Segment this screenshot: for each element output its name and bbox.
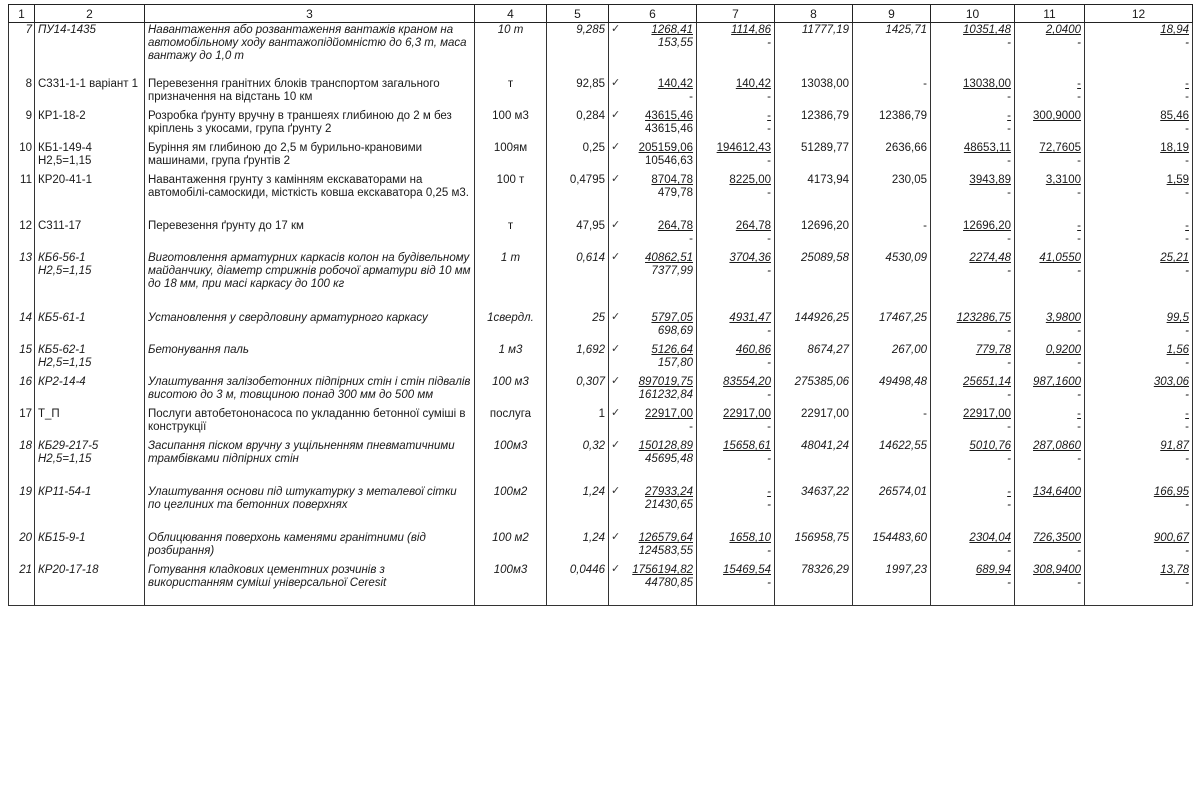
row-number: 18 <box>19 440 32 452</box>
machine-wages: - <box>767 545 771 557</box>
labor-per-unit-machine: - <box>1077 577 1081 589</box>
labor-total: 18,94 <box>1160 24 1189 36</box>
unit-cost-wages: 45695,48 <box>645 453 693 465</box>
col-header: 3 <box>145 5 475 23</box>
unit-cost-total: 43615,46 <box>645 110 693 122</box>
total-machine-cost: 2274,48 <box>969 252 1011 264</box>
machine-wages: - <box>767 357 771 369</box>
machine-wages: - <box>767 187 771 199</box>
unit: 100 м3 <box>492 110 529 122</box>
labor-per-unit: 287,0860 <box>1033 440 1081 452</box>
machine-cost: 194612,43 <box>716 142 771 154</box>
unit-cost-wages: 153,55 <box>657 37 693 49</box>
col-header: 8 <box>775 5 853 23</box>
labor-per-unit-machine: - <box>1077 233 1081 245</box>
table-row <box>9 563 1193 606</box>
work-description: Улаштування основи під штукатурку з металевої сітки по цеглиних та бетонних поверхнях <box>148 486 457 511</box>
total-machine-wages: - <box>1007 499 1011 511</box>
quantity: 0,614 <box>576 252 605 264</box>
total-machine-cost: - <box>1007 486 1011 498</box>
labor-per-unit: 41,0550 <box>1039 252 1081 264</box>
unit-cost-wages: 157,80 <box>657 357 693 369</box>
resource-code: КБ1-149-4 Н2,5=1,15 <box>38 142 92 167</box>
total-wages: 230,05 <box>891 174 927 186</box>
total-cost: 48041,24 <box>801 440 849 452</box>
labor-per-unit-machine: - <box>1077 421 1081 433</box>
machine-wages: - <box>767 577 771 589</box>
unit: 1 м3 <box>498 344 523 356</box>
total-cost: 8674,27 <box>807 344 849 356</box>
total-cost: 275385,06 <box>794 376 849 388</box>
labor-total: - <box>1185 78 1189 90</box>
labor-total-machine: - <box>1185 265 1189 277</box>
labor-total: 1,56 <box>1166 344 1189 356</box>
machine-wages: - <box>767 421 771 433</box>
unit: 1 т <box>500 252 521 264</box>
machine-wages: - <box>767 453 771 465</box>
total-machine-cost: 689,94 <box>975 564 1011 576</box>
labor-total-machine: - <box>1185 357 1189 369</box>
unit-cost-wages: 44780,85 <box>645 577 693 589</box>
check-mark-icon: ✓ <box>611 311 621 323</box>
total-cost: 144926,25 <box>794 312 849 324</box>
quantity: 1,24 <box>582 532 605 544</box>
labor-per-unit-machine: - <box>1077 357 1081 369</box>
total-wages: 49498,48 <box>879 376 927 388</box>
resource-code: КБ6-56-1 Н2,5=1,15 <box>38 252 92 277</box>
machine-cost: 8225,00 <box>729 174 771 186</box>
labor-total-machine: - <box>1185 187 1189 199</box>
labor-total-machine: - <box>1185 421 1189 433</box>
total-machine-wages: - <box>1007 453 1011 465</box>
resource-code: КБ5-62-1 Н2,5=1,15 <box>38 344 92 369</box>
machine-wages: - <box>767 325 771 337</box>
machine-wages: - <box>767 155 771 167</box>
total-machine-cost: 123286,75 <box>956 312 1011 324</box>
total-cost: 12386,79 <box>801 110 849 122</box>
machine-cost: 1114,86 <box>731 24 771 36</box>
resource-code: КБ5-61-1 <box>38 312 86 324</box>
total-cost: 25089,58 <box>801 252 849 264</box>
resource-code: Т_П <box>38 408 60 420</box>
row-number: 20 <box>19 532 32 544</box>
total-machine-cost: - <box>1007 110 1011 122</box>
total-machine-wages: - <box>1007 187 1011 199</box>
quantity: 0,284 <box>576 110 605 122</box>
check-mark-icon: ✓ <box>611 343 621 355</box>
total-machine-cost: 13038,00 <box>963 78 1011 90</box>
labor-per-unit-machine: - <box>1077 325 1081 337</box>
check-mark-icon: ✓ <box>611 375 621 387</box>
labor-per-unit: 2,0400 <box>1045 24 1081 36</box>
unit-cost-wages: 479,78 <box>657 187 693 199</box>
resource-code: КР1-18-2 <box>38 110 86 122</box>
total-wages: 154483,60 <box>872 532 927 544</box>
check-mark-icon: ✓ <box>611 219 621 231</box>
machine-wages: - <box>767 499 771 511</box>
labor-total-machine: - <box>1185 325 1189 337</box>
row-number: 21 <box>19 564 32 576</box>
labor-per-unit: - <box>1077 78 1081 90</box>
labor-per-unit: 72,7605 <box>1039 142 1081 154</box>
col-header: 7 <box>697 5 775 23</box>
col-header: 11 <box>1015 5 1085 23</box>
work-description: Перевезення гранітних блоків транспортом загального призначення на відстань 10 км <box>148 78 440 103</box>
total-wages: 17467,25 <box>879 312 927 324</box>
total-wages: 2636,66 <box>885 142 927 154</box>
unit-cost-total: 140,42 <box>657 78 693 90</box>
labor-total-machine: - <box>1185 545 1189 557</box>
total-wages: 1997,23 <box>885 564 927 576</box>
unit-cost-wages: - <box>689 91 693 103</box>
unit-cost-total: 8704,78 <box>651 174 693 186</box>
total-machine-cost: 12696,20 <box>963 220 1011 232</box>
unit-cost-total: 5126,64 <box>651 344 693 356</box>
resource-code: С311-17 <box>38 220 82 232</box>
check-mark-icon: ✓ <box>611 109 621 121</box>
machine-wages: - <box>767 233 771 245</box>
machine-cost: 83554,20 <box>723 376 771 388</box>
unit: 100м2 <box>493 486 528 498</box>
quantity: 0,307 <box>576 376 605 388</box>
labor-total: - <box>1185 220 1189 232</box>
total-wages: 1425,71 <box>885 24 927 36</box>
total-cost: 13038,00 <box>801 78 849 90</box>
labor-total: 99,5 <box>1166 312 1189 324</box>
check-mark-icon: ✓ <box>611 141 621 153</box>
machine-cost: 264,78 <box>735 220 771 232</box>
total-machine-cost: 2304,04 <box>969 532 1011 544</box>
labor-per-unit: 300,9000 <box>1033 110 1081 122</box>
row-number: 13 <box>19 252 32 264</box>
row-number: 17 <box>19 408 32 420</box>
unit-cost-wages: 698,69 <box>657 325 693 337</box>
row-number: 15 <box>19 344 32 356</box>
table-row <box>9 251 1193 311</box>
total-machine-cost: 22917,00 <box>963 408 1011 420</box>
machine-wages: - <box>767 37 771 49</box>
work-description: Облицювання поверхонь каменями гранітними (від розбирання) <box>148 532 426 557</box>
total-cost: 4173,94 <box>807 174 849 186</box>
labor-per-unit: - <box>1077 220 1081 232</box>
resource-code: КБ29-217-5 Н2,5=1,15 <box>38 440 99 465</box>
labor-per-unit-machine: - <box>1077 187 1081 199</box>
labor-total-machine: - <box>1185 577 1189 589</box>
labor-per-unit-machine: - <box>1077 155 1081 167</box>
table-row <box>9 173 1193 219</box>
labor-total-machine: - <box>1185 389 1189 401</box>
labor-total: 25,21 <box>1160 252 1189 264</box>
col-header: 9 <box>853 5 931 23</box>
labor-total: - <box>1185 408 1189 420</box>
labor-total-machine: - <box>1185 123 1189 135</box>
total-machine-wages: - <box>1007 421 1011 433</box>
labor-per-unit: - <box>1077 408 1081 420</box>
total-machine-cost: 10351,48 <box>963 24 1011 36</box>
labor-per-unit: 3,9800 <box>1045 312 1081 324</box>
table-row <box>9 77 1193 109</box>
total-machine-wages: - <box>1007 233 1011 245</box>
unit: послуга <box>489 408 532 420</box>
table-row <box>9 375 1193 407</box>
total-wages: - <box>923 220 927 232</box>
machine-cost: 15658,61 <box>723 440 771 452</box>
total-machine-cost: 48653,11 <box>963 142 1011 154</box>
resource-code: КР20-41-1 <box>38 174 93 186</box>
unit-cost-total: 1756194,82 <box>632 564 693 576</box>
unit-cost-wages: 21430,65 <box>645 499 693 511</box>
row-number: 12 <box>19 220 32 232</box>
header-row <box>9 5 1193 23</box>
labor-total-machine: - <box>1185 37 1189 49</box>
quantity: 9,285 <box>576 24 605 36</box>
col-header: 2 <box>35 5 145 23</box>
table-row <box>9 311 1193 343</box>
machine-wages: - <box>767 91 771 103</box>
total-machine-wages: - <box>1007 577 1011 589</box>
total-machine-cost: 5010,76 <box>969 440 1011 452</box>
unit: т <box>507 220 514 232</box>
quantity: 1,692 <box>576 344 605 356</box>
col-header: 5 <box>547 5 609 23</box>
unit-cost-wages: 124583,55 <box>638 545 693 557</box>
resource-code: С331-1-1 варіант 1 <box>38 78 139 90</box>
estimate-sheet <box>8 4 1192 606</box>
row-number: 16 <box>19 376 32 388</box>
quantity: 0,4795 <box>569 174 605 186</box>
total-cost: 51289,77 <box>801 142 849 154</box>
col-header: 12 <box>1085 5 1193 23</box>
total-cost: 34637,22 <box>801 486 849 498</box>
unit-cost-total: 205159,06 <box>638 142 693 154</box>
col-header: 6 <box>609 5 697 23</box>
unit-cost-total: 5797,05 <box>651 312 693 324</box>
total-cost: 12696,20 <box>801 220 849 232</box>
labor-per-unit-machine: - <box>1077 265 1081 277</box>
resource-code: ПУ14-1435 <box>38 24 96 36</box>
unit: 100 т <box>496 174 525 186</box>
check-mark-icon: ✓ <box>611 407 621 419</box>
labor-total-machine: - <box>1185 91 1189 103</box>
resource-code: КР11-54-1 <box>38 486 92 498</box>
labor-total: 303,06 <box>1153 376 1189 388</box>
unit-cost-wages: 161232,84 <box>638 389 693 401</box>
work-description: Виготовлення арматурних каркасів колон на будівельному майданчику, діаметр стрижнів робочої арматури від 10 мм до 18 мм, при масі каркасу до 100 кг <box>148 252 471 290</box>
labor-total: 91,87 <box>1160 440 1189 452</box>
unit-cost-total: 1268,41 <box>651 24 693 36</box>
unit: т <box>507 78 514 90</box>
labor-total: 900,67 <box>1153 532 1189 544</box>
total-cost: 78326,29 <box>801 564 849 576</box>
total-machine-wages: - <box>1007 37 1011 49</box>
total-wages: 26574,01 <box>879 486 927 498</box>
total-machine-cost: 779,78 <box>975 344 1011 356</box>
estimate-table <box>8 4 1193 606</box>
machine-cost: 460,86 <box>735 344 771 356</box>
resource-code: КР20-17-18 <box>38 564 99 576</box>
labor-total-machine: - <box>1185 453 1189 465</box>
unit: 100м3 <box>493 440 528 452</box>
col-header: 10 <box>931 5 1015 23</box>
total-cost: 156958,75 <box>794 532 849 544</box>
labor-per-unit-machine: - <box>1077 389 1081 401</box>
total-machine-wages: - <box>1007 325 1011 337</box>
total-wages: - <box>923 78 927 90</box>
check-mark-icon: ✓ <box>611 439 621 451</box>
labor-per-unit: 3,3100 <box>1045 174 1081 186</box>
machine-cost: 22917,00 <box>723 408 771 420</box>
unit-cost-total: 27933,24 <box>645 486 693 498</box>
row-number: 9 <box>25 110 32 122</box>
labor-per-unit: 987,1600 <box>1033 376 1081 388</box>
check-mark-icon: ✓ <box>611 251 621 263</box>
total-wages: - <box>923 408 927 420</box>
col-header: 4 <box>475 5 547 23</box>
work-description: Буріння ям глибиною до 2,5 м бурильно-крановими машинами, група ґрунтів 2 <box>148 142 423 167</box>
check-mark-icon: ✓ <box>611 485 621 497</box>
labor-per-unit: 726,3500 <box>1033 532 1081 544</box>
total-machine-wages: - <box>1007 91 1011 103</box>
unit-cost-wages: 10546,63 <box>645 155 693 167</box>
machine-cost: 4931,47 <box>729 312 771 324</box>
check-mark-icon: ✓ <box>611 563 621 575</box>
quantity: 1,24 <box>582 486 605 498</box>
quantity: 0,25 <box>582 142 605 154</box>
row-number: 11 <box>20 174 32 186</box>
labor-total: 166,95 <box>1153 486 1189 498</box>
total-machine-wages: - <box>1007 357 1011 369</box>
work-description: Послуги автобетононасоса по укладанню бетонної суміші в конструкції <box>148 408 466 433</box>
total-wages: 4530,09 <box>885 252 927 264</box>
table-row <box>9 141 1193 173</box>
table-row <box>9 219 1193 251</box>
labor-total: 1,59 <box>1166 174 1189 186</box>
unit: 1свердл. <box>487 312 534 324</box>
labor-total-machine: - <box>1185 155 1189 167</box>
labor-total-machine: - <box>1185 499 1189 511</box>
work-description: Установлення у свердловину арматурного каркасу <box>148 312 428 324</box>
quantity: 0,32 <box>582 440 605 452</box>
machine-cost: - <box>767 110 771 122</box>
unit: 10 т <box>497 24 524 36</box>
check-mark-icon: ✓ <box>611 531 621 543</box>
labor-per-unit: 0,9200 <box>1045 344 1081 356</box>
check-mark-icon: ✓ <box>611 23 621 35</box>
unit-cost-total: 897019,75 <box>638 376 693 388</box>
resource-code: КБ15-9-1 <box>38 532 86 544</box>
total-machine-wages: - <box>1007 123 1011 135</box>
unit-cost-wages: 43615,46 <box>645 123 693 135</box>
total-machine-wages: - <box>1007 265 1011 277</box>
total-cost: 11777,19 <box>801 24 849 36</box>
work-description: Улаштування залізобетонних підпірних стін і стін підвалів висотою до 3 м, товщиною понад 300 мм до 500 мм <box>148 376 471 401</box>
quantity: 1 <box>598 408 605 420</box>
labor-per-unit-machine: - <box>1077 91 1081 103</box>
total-wages: 14622,55 <box>879 440 927 452</box>
table-row <box>9 407 1193 439</box>
unit-cost-total: 40862,51 <box>645 252 693 264</box>
unit-cost-total: 150128,89 <box>638 440 693 452</box>
machine-cost: 1658,10 <box>729 532 771 544</box>
work-description: Розробка ґрунту вручну в траншеях глибиною до 2 м без кріплень з укосами, група ґрунту 2 <box>148 110 452 135</box>
machine-cost: 140,42 <box>735 78 771 90</box>
work-description: Готування кладкових цементних розчинів з використанням суміші універсальної Ceresit <box>148 564 387 589</box>
unit: 100ям <box>493 142 528 154</box>
work-description: Бетонування паль <box>148 344 249 356</box>
labor-per-unit-machine: - <box>1077 37 1081 49</box>
total-wages: 267,00 <box>891 344 927 356</box>
table-body <box>9 23 1193 606</box>
row-number: 19 <box>19 486 32 498</box>
labor-total: 18,19 <box>1160 142 1189 154</box>
unit-cost-total: 264,78 <box>657 220 693 232</box>
quantity: 92,85 <box>576 78 605 90</box>
unit-cost-wages: 7377,99 <box>651 265 693 277</box>
machine-wages: - <box>767 123 771 135</box>
unit-cost-total: 22917,00 <box>645 408 693 420</box>
labor-per-unit: 134,6400 <box>1033 486 1081 498</box>
work-description: Навантаження або розвантаження вантажів краном на автомобільному ходу вантажопідйомністю до 6,3 т, маса вантажу до 1,0 т <box>148 24 467 62</box>
row-number: 8 <box>25 78 32 90</box>
table-row <box>9 23 1193 78</box>
total-machine-wages: - <box>1007 545 1011 557</box>
unit-cost-total: 126579,64 <box>638 532 693 544</box>
work-description: Навантаження грунту з камінням екскаваторами на автомобілі-самоскиди, місткість ковша екскаватора 0,25 м3. <box>148 174 469 199</box>
table-row <box>9 439 1193 485</box>
labor-total-machine: - <box>1185 233 1189 245</box>
labor-per-unit-machine: - <box>1077 545 1081 557</box>
check-mark-icon: ✓ <box>611 77 621 89</box>
total-machine-wages: - <box>1007 389 1011 401</box>
machine-cost: - <box>767 486 771 498</box>
unit: 100 м2 <box>492 532 529 544</box>
work-description: Засипання піском вручну з ущільненням пневматичними трамбівками підпірних стін <box>148 440 455 465</box>
labor-total: 13,78 <box>1160 564 1189 576</box>
machine-cost: 3704,36 <box>729 252 771 264</box>
machine-cost: 15469,54 <box>723 564 771 576</box>
check-mark-icon: ✓ <box>611 173 621 185</box>
table-row <box>9 485 1193 531</box>
resource-code: КР2-14-4 <box>38 376 86 388</box>
total-wages: 12386,79 <box>879 110 927 122</box>
quantity: 47,95 <box>576 220 605 232</box>
col-header: 1 <box>9 5 35 23</box>
quantity: 0,0446 <box>569 564 605 576</box>
total-machine-cost: 3943,89 <box>969 174 1011 186</box>
work-description: Перевезення ґрунту до 17 км <box>148 220 304 232</box>
table-row <box>9 109 1193 141</box>
labor-total: 85,46 <box>1160 110 1189 122</box>
machine-wages: - <box>767 389 771 401</box>
total-machine-cost: 25651,14 <box>963 376 1011 388</box>
unit-cost-wages: - <box>689 421 693 433</box>
total-machine-wages: - <box>1007 155 1011 167</box>
table-row <box>9 343 1193 375</box>
row-number: 10 <box>19 142 32 154</box>
labor-per-unit: 308,9400 <box>1033 564 1081 576</box>
table-row <box>9 531 1193 563</box>
total-cost: 22917,00 <box>801 408 849 420</box>
unit: 100 м3 <box>492 376 529 388</box>
quantity: 25 <box>592 312 605 324</box>
row-number: 7 <box>25 24 32 36</box>
unit: 100м3 <box>493 564 528 576</box>
unit-cost-wages: - <box>689 233 693 245</box>
machine-wages: - <box>767 265 771 277</box>
row-number: 14 <box>19 312 32 324</box>
labor-per-unit-machine: - <box>1077 453 1081 465</box>
